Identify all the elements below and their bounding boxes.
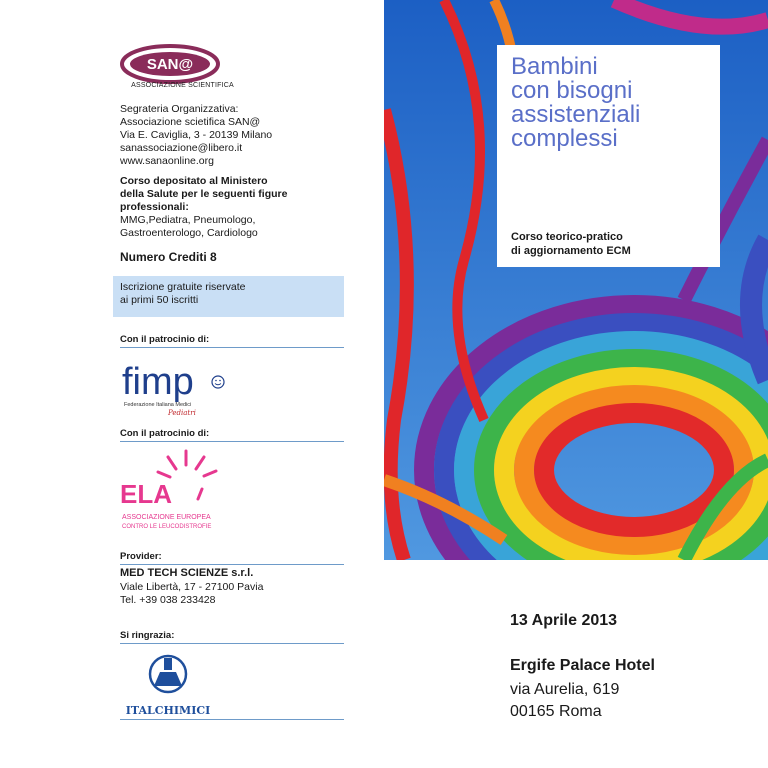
segreteria-heading: Segrateria Organizzativa:	[120, 103, 239, 115]
corso-block	[120, 175, 360, 240]
patrocinio-label: Con il patrocinio di:	[120, 428, 344, 442]
smile-icon	[212, 376, 224, 388]
provider-address	[120, 581, 263, 607]
event-title-line: complessi	[511, 125, 618, 152]
event-address-line: 00165 Roma	[510, 703, 602, 720]
provider-label: Provider:	[120, 551, 344, 565]
right-column	[384, 0, 768, 768]
san-logo-subtitle: ASSOCIAZIONE SCIENTIFICA	[131, 82, 234, 89]
event-venue: Ergife Palace Hotel	[510, 657, 655, 674]
event-title-line: assistenziali	[511, 101, 641, 128]
segreteria-website: www.sanaonline.org	[120, 155, 214, 167]
ela-logo-sub: CONTRO LE LEUCODISTROFIE	[122, 524, 212, 530]
corso-heading: professionali:	[120, 201, 189, 213]
event-subtitle	[511, 230, 631, 258]
title-card	[497, 45, 720, 267]
fimp-logo-text: fimp	[122, 362, 194, 403]
crediti-label: Numero Crediti 8	[120, 250, 217, 264]
iscrizione-line: ai primi 50 iscritti	[120, 294, 199, 306]
event-subtitle-line: Corso teorico-pratico	[511, 231, 623, 243]
ela-logo-sub: ASSOCIAZIONE EUROPEA	[122, 514, 211, 521]
event-title	[511, 55, 706, 151]
segreteria-email: sanassociazione@libero.it	[120, 142, 243, 154]
event-title-line: con bisogni	[511, 77, 633, 104]
segreteria-line: Via E. Caviglia, 3 - 20139 Milano	[120, 129, 273, 141]
italchimici-logo	[118, 650, 218, 722]
corso-line: MMG,Pediatra, Pneumologo,	[120, 214, 256, 226]
corso-line: Gastroenterologo, Cardiologo	[120, 227, 258, 239]
corso-heading: Corso depositato al Ministero	[120, 175, 268, 187]
fimp-logo	[120, 362, 235, 420]
ela-logo-text: ELA	[120, 479, 172, 509]
event-address-line: via Aurelia, 619	[510, 681, 620, 698]
provider-phone: Tel. +39 038 233428	[120, 594, 216, 606]
ringrazia-label: Si ringrazia:	[120, 630, 344, 644]
fimp-logo-script: Pediatri	[168, 409, 196, 417]
event-date: 13 Aprile 2013	[510, 612, 618, 629]
corso-heading: della Salute per le seguenti figure	[120, 188, 288, 200]
san-logo-text: SAN@	[146, 56, 194, 73]
iscrizione-box	[113, 276, 344, 317]
provider-name: MED TECH SCIENZE s.r.l.	[120, 567, 254, 579]
ela-logo	[118, 445, 238, 535]
segreteria-line: Associazione scietifica SAN@	[120, 116, 261, 128]
segreteria-block	[120, 103, 360, 168]
iscrizione-line: Iscrizione gratuite riservate	[120, 281, 246, 293]
bottom-divider	[120, 719, 344, 720]
patrocinio-label: Con il patrocinio di:	[120, 334, 344, 348]
kite-photo	[384, 0, 768, 560]
provider-line: Viale Libertà, 17 - 27100 Pavia	[120, 581, 264, 593]
italchimici-logo-text: ITALCHIMICI	[125, 704, 211, 717]
fimp-logo-sub: Federazione Italiana Medici	[124, 402, 192, 408]
event-title-line: Bambini	[511, 53, 598, 80]
event-subtitle-line: di aggiornamento ECM	[511, 245, 631, 257]
